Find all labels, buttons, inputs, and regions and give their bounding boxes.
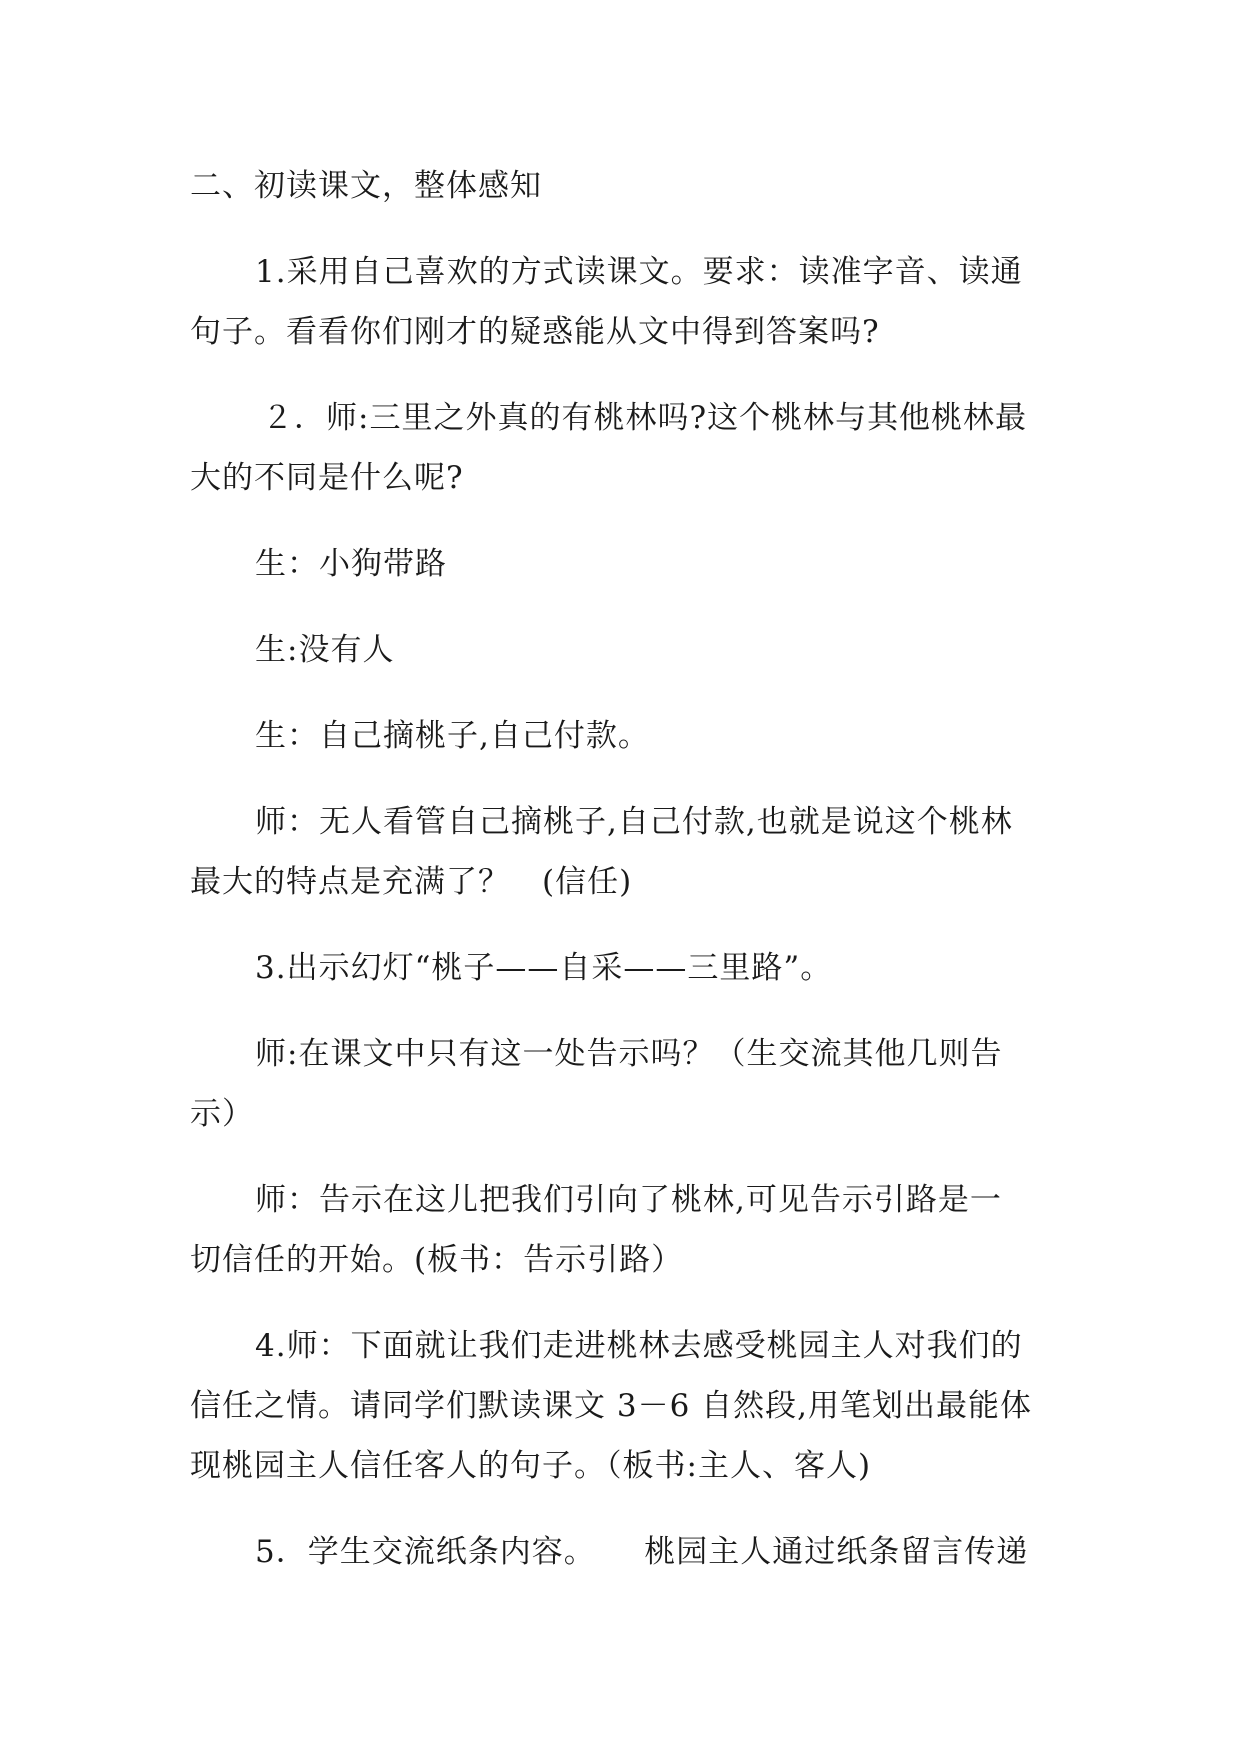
paragraph-line: 最大的特点是充满了？ (信任) [190, 864, 633, 900]
paragraph-line: 生:没有人 [255, 632, 395, 668]
paragraph-line: 现桃园主人信任客人的句子。（板书:主人、客人) [190, 1448, 872, 1484]
paragraph-line: 信任之情。请同学们默读课文 3－6 自然段,用笔划出最能体 [190, 1388, 1033, 1424]
paragraph-line: 4.师：下面就让我们走进桃林去感受桃园主人对我们的 [255, 1328, 1023, 1364]
paragraph-line: ２．师:三里之外真的有桃林吗?这个桃林与其他桃林最 [262, 400, 1028, 436]
paragraph-line: 切信任的开始。(板书：告示引路） [190, 1242, 684, 1278]
paragraph-line: 大的不同是什么呢? [190, 460, 464, 496]
paragraph-line: 生：小狗带路 [255, 546, 447, 582]
paragraph-line: 师：无人看管自己摘桃子,自己付款,也就是说这个桃林 [255, 804, 1013, 840]
paragraph-line: 1.采用自己喜欢的方式读课文。要求：读准字音、读通 [255, 254, 1023, 290]
paragraph-line: 3.出示幻灯“桃子——自采——三里路”。 [255, 950, 833, 986]
paragraph-line: 5．学生交流纸条内容。 桃园主人通过纸条留言传递 [255, 1534, 1029, 1570]
paragraph-line: 句子。看看你们刚才的疑惑能从文中得到答案吗? [190, 314, 880, 350]
paragraph-line: 师:在课文中只有这一处告示吗？（生交流其他几则告 [255, 1036, 1003, 1072]
paragraph-line: 示） [190, 1096, 254, 1132]
paragraph-line: 师：告示在这儿把我们引向了桃林,可见告示引路是一 [255, 1182, 1002, 1218]
paragraph-line: 生：自己摘桃子,自己付款。 [255, 718, 650, 754]
section-heading: 二、初读课文，整体感知 [190, 168, 542, 204]
